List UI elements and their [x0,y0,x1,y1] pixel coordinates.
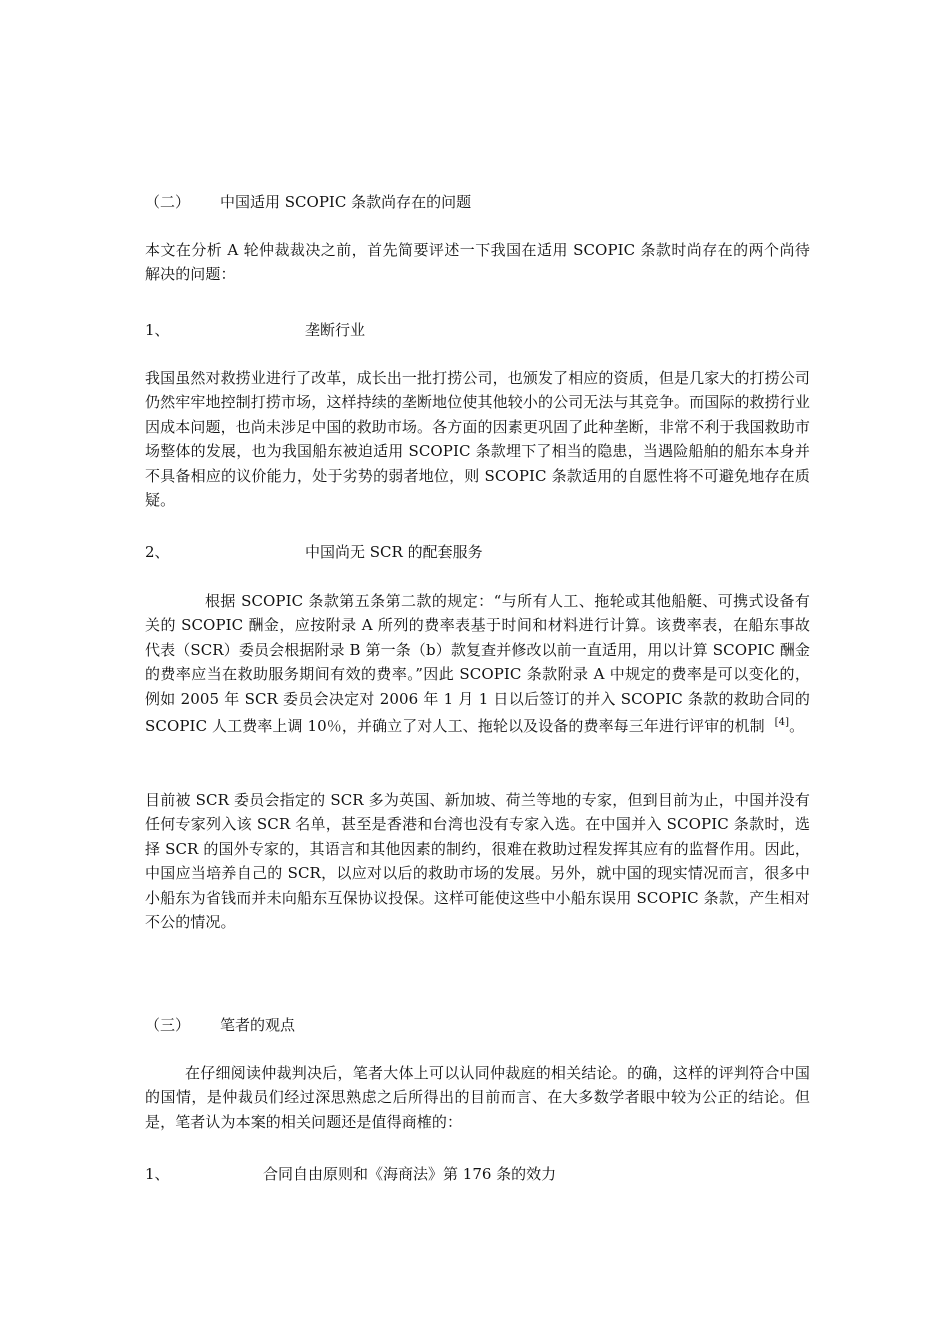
item-2-body-1-end: 。 [789,717,805,736]
item-2-body-1-text: 根据 SCOPIC 条款第五条第二款的规定：“与所有人工、拖轮或其他船艇、可携式设备有关的 SCOPIC 酬金，应按附录 A 所列的费率表基于时间和材料进行计算。该费率表，在船东事故代表（SCR）委员会根据附录 B 第一条（b）款复查并修改以前一直适用，用以计算 SCOPIC 酬金的费率应当在救助服务期间有效的费率。”因此 SCOPIC 条款附录 A 中规定的费率是可以变化的，例如 2005 年 SCR 委员会决定对 2006 年 1 月 1 日以后签订的并入 SCOPIC 条款的救助合同的 SCOPIC 人工费率上调 10％，并确立了对人工、拖轮以及设备的费率每三年进行评审的机制 [145,592,810,736]
citation-4: [4] [774,717,790,729]
section-2-heading [145,190,472,214]
item-1-title: 垄断行业 [305,321,366,339]
item-2-body-2: 目前被 SCR 委员会指定的 SCR 多为英国、新加坡、荷兰等地的专家，但到目前为止，中国并没有任何专家列入该 SCR 名单，甚至是香港和台湾也没有专家入选。在中国并入 SCOPIC 条款时，选择 SCR 的国外专家的，其语言和其他因素的制约，很难在救助过程发挥其应有的监督作用。因此，中国应当培养自己的 SCR，以应对以后的救助市场的发展。另外，就中国的现实情况而言，很多中小船东为省钱而并未向船东互保协议投保。这样可能使这些中小船东误用 SCOPIC 条款，产生相对不公的情况。 [145,791,810,932]
section-2-intro: 本文在分析 A 轮仲裁裁决之前，首先简要评述一下我国在适用 SCOPIC 条款时尚存在的两个尚待解决的问题： [145,241,810,284]
section-3-number: （三） [145,1016,191,1034]
section-3-heading [145,1013,296,1037]
section-3-item-1-title: 合同自由原则和《海商法》第 176 条的效力 [263,1165,557,1183]
item-2-body-1 [145,589,810,738]
item-2-heading [145,540,483,564]
section-3-title: 笔者的观点 [220,1016,296,1034]
item-2-number: 2、 [145,543,170,561]
item-2-title: 中国尚无 SCR 的配套服务 [305,543,483,561]
section-2-number: （二） [145,193,191,211]
section-3-item-1-number: 1、 [145,1165,170,1183]
item-1-number: 1、 [145,321,170,339]
section-3-item-1-heading [145,1162,557,1186]
item-1-body: 我国虽然对救捞业进行了改革，成长出一批打捞公司，也颁发了相应的资质，但是几家大的打捞公司仍然牢牢地控制打捞市场，这样持续的垄断地位使其他较小的公司无法与其竞争。而国际的救捞行业因成本问题，也尚未涉足中国的救助市场。各方面的因素更巩固了此种垄断，非常不利于我国救助市场整体的发展，也为我国船东被迫适用 SCOPIC 条款埋下了相当的隐患，当遇险船舶的船东本身并不具备相应的议价能力，处于劣势的弱者地位，则 SCOPIC 条款适用的自愿性将不可避免地存在质疑。 [145,369,810,510]
section-3-intro: 在仔细阅读仲裁判决后，笔者大体上可以认同仲裁庭的相关结论。的确，这样的评判符合中国的国情，是仲裁员们经过深思熟虑之后所得出的目前而言、在大多数学者眼中较为公正的结论。但是，笔者认为本案的相关问题还是值得商榷的： [145,1064,810,1131]
item-1-heading [145,318,366,342]
section-2-title: 中国适用 SCOPIC 条款尚存在的问题 [220,193,472,211]
